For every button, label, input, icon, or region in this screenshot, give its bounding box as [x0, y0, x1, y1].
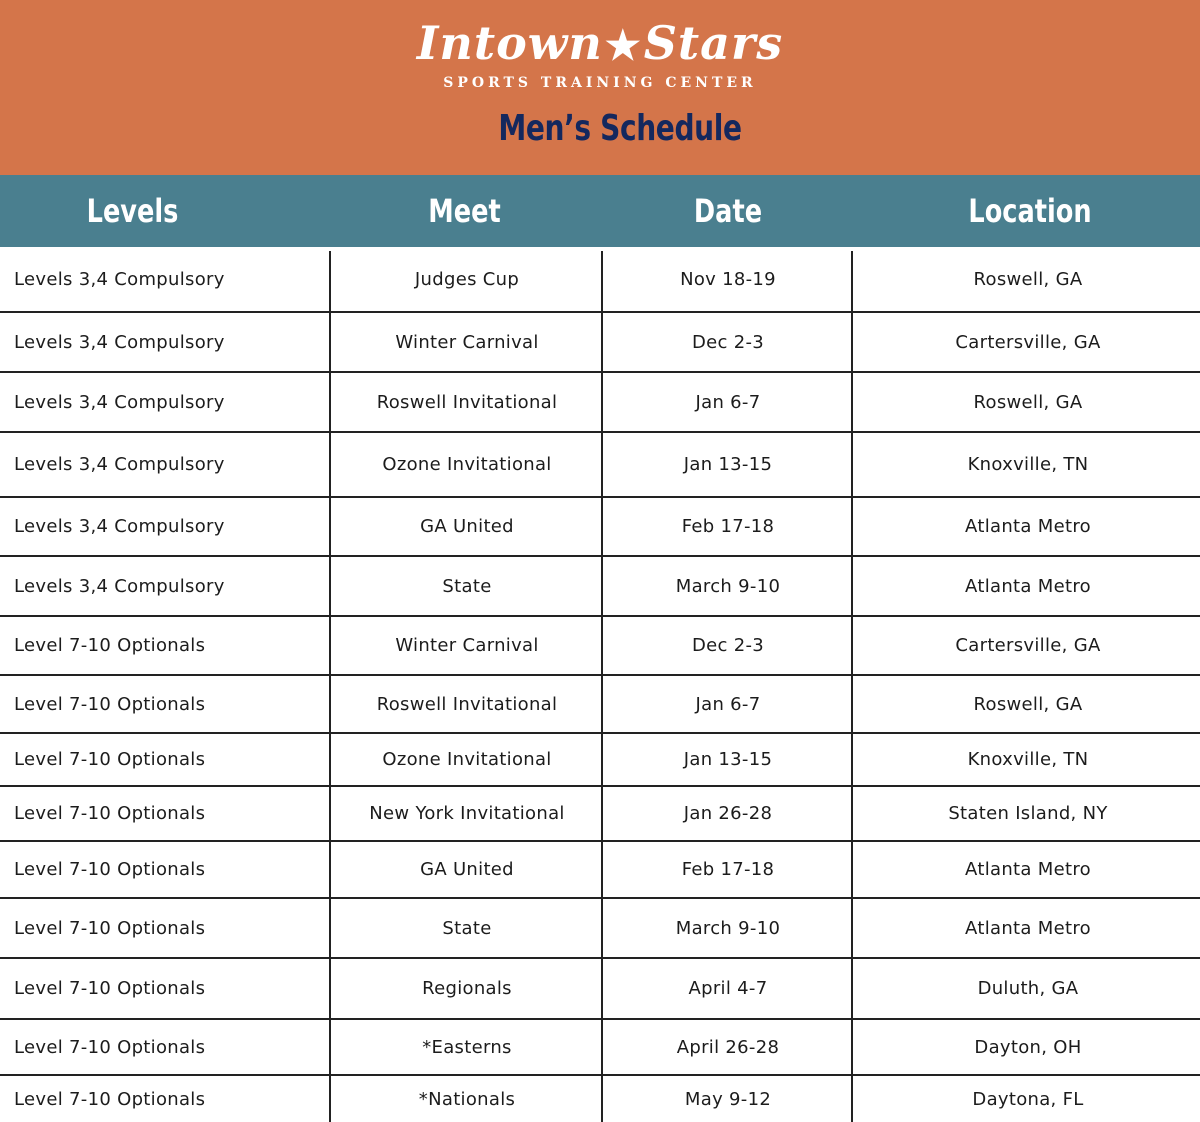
level-cell: Level 7-10 Optionals [14, 917, 206, 939]
level-cell: Levels 3,4 Compulsory [14, 575, 225, 597]
table-row [0, 959, 1200, 1020]
level-cell: Level 7-10 Optionals [14, 859, 206, 880]
level-cell: Level 7-10 Optionals [14, 635, 206, 656]
table-row [0, 676, 1200, 734]
meet-cell: Ozone Invitational [382, 749, 552, 770]
location-cell: Atlanta Metro [965, 859, 1091, 880]
date-cell: Feb 17-18 [681, 859, 775, 880]
date-cell: Jan 13-15 [683, 749, 773, 770]
meet-cell: GA United [420, 859, 514, 880]
meet-cell: Winter Carnival [395, 635, 539, 656]
level-cell: Levels 3,4 Compulsory [14, 454, 225, 475]
meet-cell: State [442, 917, 492, 939]
table-row [0, 734, 1200, 787]
table-row [0, 247, 1200, 313]
table-row [0, 899, 1200, 959]
date-cell: Jan 26-28 [683, 803, 773, 824]
page-title: Men’s Schedule [498, 108, 742, 149]
level-cell: Level 7-10 Optionals [14, 803, 206, 824]
date-cell: March 9-10 [675, 917, 781, 939]
brand-name [0, 14, 1200, 75]
date-cell: April 4-7 [688, 978, 768, 999]
date-cell: Jan 13-15 [683, 454, 773, 475]
location-cell: Duluth, GA [977, 978, 1079, 999]
location-cell: Cartersville, GA [955, 635, 1101, 656]
table-row [0, 787, 1200, 842]
meet-cell: Judges Cup [414, 268, 520, 290]
date-cell: Feb 17-18 [681, 516, 775, 537]
location-cell: Roswell, GA [973, 693, 1083, 715]
location-cell: Atlanta Metro [965, 575, 1091, 597]
date-cell: May 9-12 [684, 1088, 772, 1110]
location-cell: Knoxville, TN [967, 749, 1089, 770]
level-cell: Level 7-10 Optionals [14, 693, 206, 715]
table-row [0, 617, 1200, 676]
date-cell: March 9-10 [675, 575, 781, 597]
meet-cell: Roswell Invitational [376, 693, 558, 715]
meet-cell: *Nationals [418, 1088, 516, 1110]
level-cell: Levels 3,4 Compulsory [14, 268, 225, 290]
location-cell: Atlanta Metro [965, 917, 1091, 939]
date-cell: Jan 6-7 [695, 693, 761, 715]
meet-cell: Regionals [422, 978, 512, 999]
table-row [0, 557, 1200, 617]
page-header [0, 0, 1200, 175]
column-header-meet: Meet [428, 192, 501, 230]
meet-cell: Ozone Invitational [382, 454, 552, 475]
table-row [0, 498, 1200, 557]
location-cell: Dayton, OH [974, 1036, 1082, 1058]
location-cell: Atlanta Metro [965, 516, 1091, 537]
table-row [0, 1076, 1200, 1122]
location-cell: Knoxville, TN [967, 454, 1089, 475]
column-header-date: Date [693, 192, 763, 230]
table-row [0, 842, 1200, 899]
column-header-levels: Levels [86, 192, 179, 230]
schedule-table-body [0, 247, 1200, 1122]
brand-logo [0, 14, 1200, 91]
meet-cell: Roswell Invitational [376, 391, 558, 413]
location-cell: Cartersville, GA [955, 331, 1101, 353]
date-cell: Nov 18-19 [680, 268, 776, 290]
location-cell: Roswell, GA [973, 268, 1083, 290]
meet-cell: GA United [420, 516, 514, 537]
table-row [0, 433, 1200, 498]
brand-name-left: Intown [416, 16, 603, 70]
meet-cell: *Easterns [422, 1036, 512, 1058]
table-row [0, 1020, 1200, 1076]
level-cell: Levels 3,4 Compulsory [14, 516, 225, 537]
date-cell: Dec 2-3 [691, 635, 765, 656]
column-header-location: Location [968, 192, 1092, 230]
table-header [0, 175, 1200, 247]
location-cell: Daytona, FL [972, 1088, 1084, 1110]
star-icon: ★ [604, 22, 642, 69]
brand-tagline: SPORTS TRAINING CENTER [443, 75, 757, 91]
date-cell: Dec 2-3 [691, 331, 765, 353]
location-cell: Roswell, GA [973, 391, 1083, 413]
meet-cell: Winter Carnival [395, 331, 539, 353]
meet-cell: New York Invitational [369, 803, 565, 824]
brand-name-right: Stars [643, 16, 784, 70]
meet-cell: State [442, 575, 492, 597]
level-cell: Level 7-10 Optionals [14, 978, 206, 999]
level-cell: Level 7-10 Optionals [14, 1036, 206, 1058]
date-cell: April 26-28 [676, 1036, 780, 1058]
table-row [0, 313, 1200, 373]
level-cell: Level 7-10 Optionals [14, 749, 206, 770]
date-cell: Jan 6-7 [695, 391, 761, 413]
location-cell: Staten Island, NY [948, 803, 1108, 824]
level-cell: Level 7-10 Optionals [14, 1088, 206, 1110]
level-cell: Levels 3,4 Compulsory [14, 391, 225, 413]
level-cell: Levels 3,4 Compulsory [14, 331, 225, 353]
table-row [0, 373, 1200, 433]
